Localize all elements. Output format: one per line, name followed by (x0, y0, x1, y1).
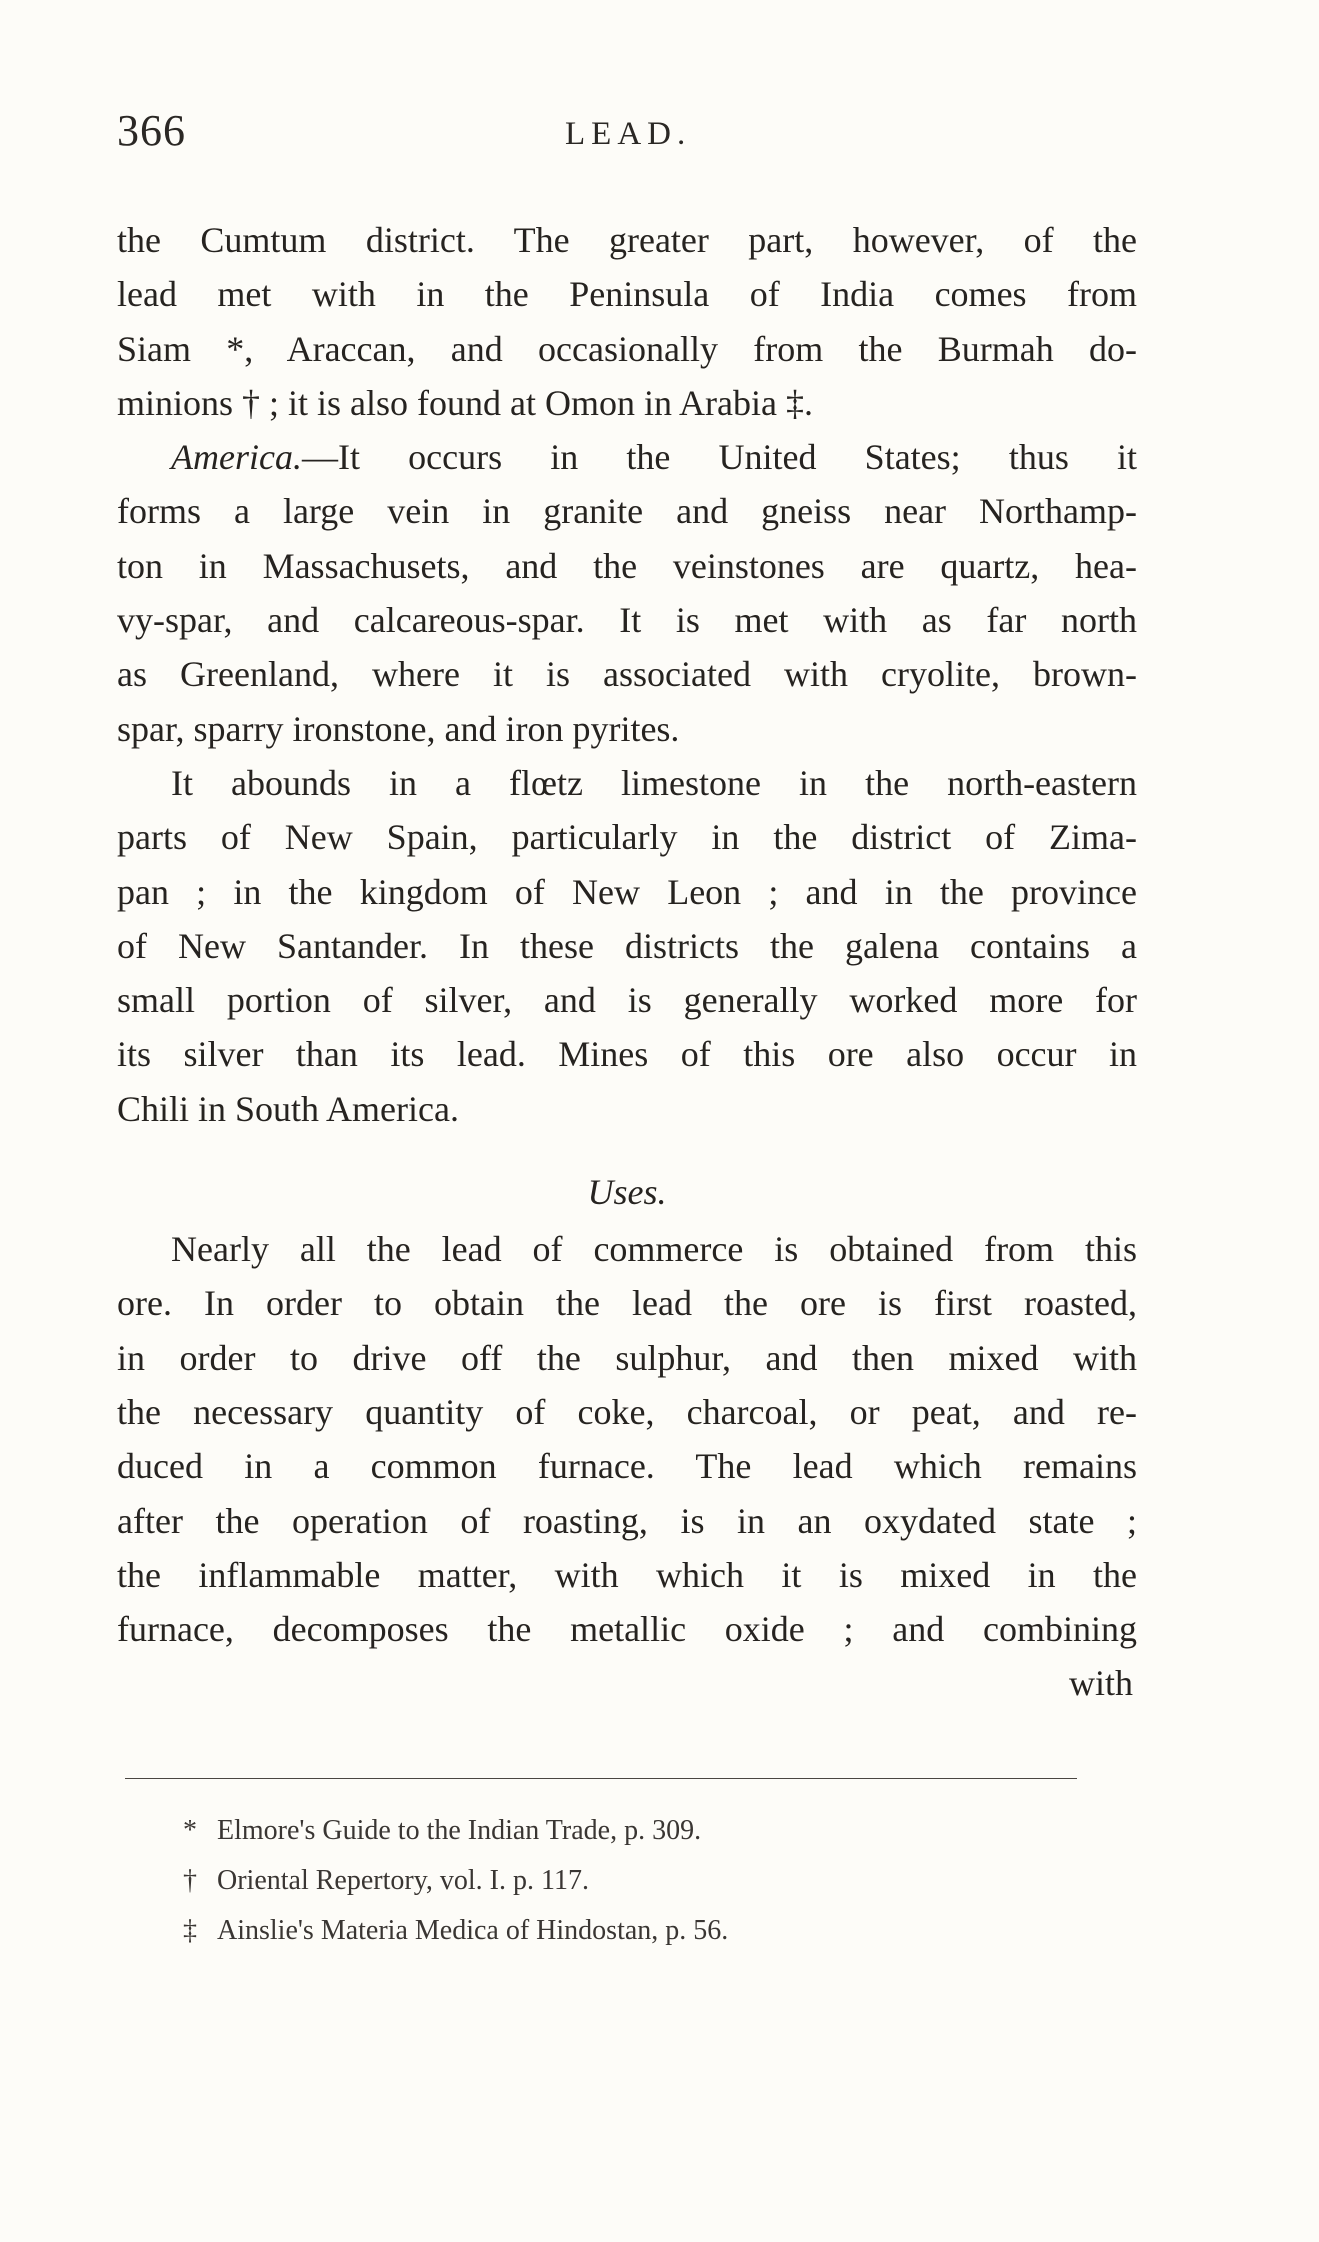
footnote-elmore (183, 1806, 1083, 1856)
text-line: duced in a common furnace. The lead which remains (117, 1446, 1137, 1487)
text-line: pan ; in the kingdom of New Leon ; and in the province (117, 871, 1137, 912)
text-line: Siam *, Araccan, and occasionally from the Burmah do- (117, 328, 1137, 369)
text-line: in order to drive off the sulphur, and then mixed with (117, 1337, 1137, 1378)
running-head: LEAD. (565, 116, 692, 152)
text-line: minions † ; it is also found at Omon in Arabia ‡. (117, 382, 813, 423)
text-line (117, 430, 1137, 484)
text-line: the Cumtum district. The greater part, however, of the (117, 220, 1137, 260)
footnote-mark: * (183, 1815, 197, 1846)
footnote-text: Oriental Repertory, vol. I. p. 117. (217, 1865, 589, 1896)
body-text (117, 213, 1137, 1711)
text-line: forms a large vein in granite and gneiss near Northamp- (117, 491, 1137, 532)
footnotes (183, 1806, 1083, 1956)
footnote-mark: ‡ (183, 1915, 197, 1946)
text-line: ore. In order to obtain the lead the ore is first roasted, (117, 1283, 1137, 1324)
page-number: 366 (117, 106, 186, 155)
footnote-ainslie (183, 1906, 1083, 1956)
text-span: —It occurs in the United States; thus it (301, 437, 1137, 478)
paragraph-new-spain (117, 756, 1137, 1136)
text-line: of New Santander. In these districts the galena contains a (117, 925, 1137, 966)
text-line: Chili in South America. (117, 1088, 459, 1129)
text-line: parts of New Spain, particularly in the district of Zima- (117, 817, 1137, 858)
footnote-oriental-repertory (183, 1856, 1083, 1906)
footnote-text: Elmore's Guide to the Indian Trade, p. 309. (217, 1815, 702, 1846)
section-heading-uses: Uses. (587, 1172, 667, 1213)
paragraph-america (117, 430, 1137, 756)
text-line: It abounds in a flœtz limestone in the north-eastern (171, 762, 1137, 803)
footnote-text: Ainslie's Materia Medica of Hindostan, p. 56. (217, 1915, 729, 1946)
footnote-rule (125, 1778, 1077, 1779)
america-lead-in: America. (171, 437, 302, 478)
text-line: after the operation of roasting, is in an oxydated state ; (117, 1500, 1137, 1541)
text-line: its silver than its lead. Mines of this ore also occur in (117, 1034, 1137, 1075)
text-line: as Greenland, where it is associated with cryolite, brown- (117, 654, 1137, 695)
text-line: furnace, decomposes the metallic oxide ; and combining (117, 1609, 1137, 1650)
paragraph-cumtum-india (117, 213, 1137, 430)
text-line: Nearly all the lead of commerce is obtained from this (171, 1229, 1137, 1270)
text-line: spar, sparry ironstone, and iron pyrites. (117, 708, 680, 749)
text-line: the inflammable matter, with which it is mixed in the (117, 1554, 1137, 1595)
paragraph-uses (117, 1222, 1137, 1711)
text-line: vy-spar, and calcareous-spar. It is met with as far north (117, 600, 1137, 641)
text-line: ton in Massachusets, and the veinstones are quartz, hea- (117, 545, 1137, 586)
text-line: the necessary quantity of coke, charcoal, or peat, and re- (117, 1391, 1137, 1432)
text-line: lead met with in the Peninsula of India comes from (117, 274, 1137, 315)
catchword: with (1068, 1663, 1133, 1704)
text-line: small portion of silver, and is generally worked more for (117, 980, 1137, 1021)
footnote-mark: † (183, 1865, 197, 1896)
